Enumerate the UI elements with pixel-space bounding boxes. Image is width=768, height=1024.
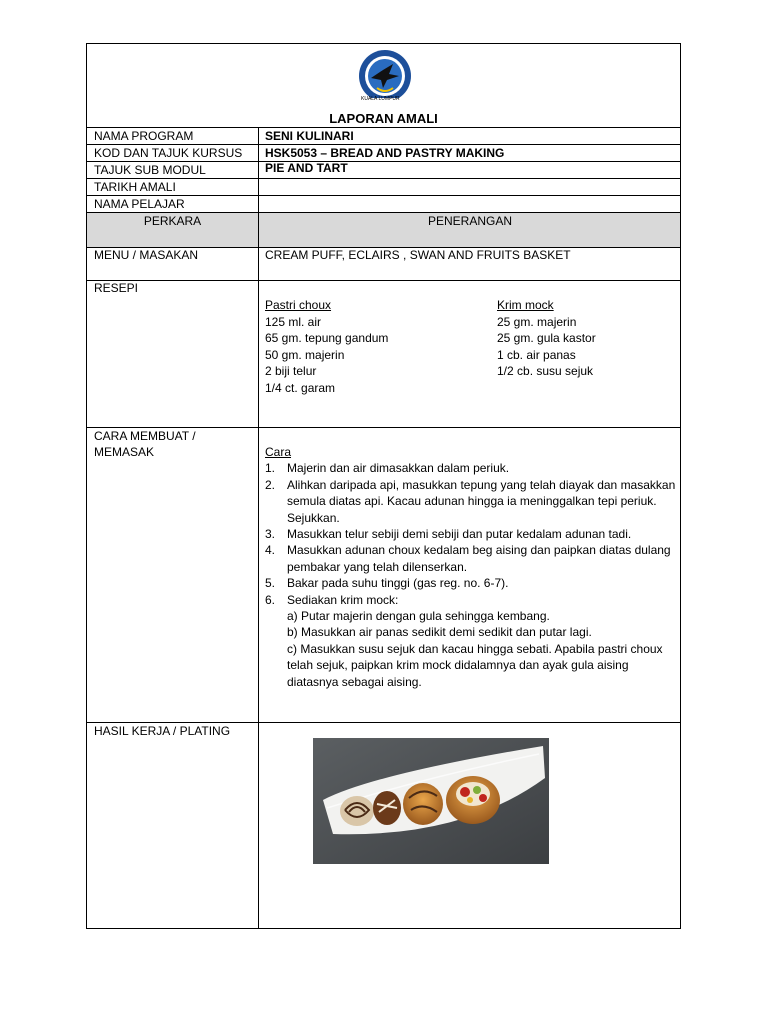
- method-step: [265, 592, 683, 608]
- report-title: LAPORAN AMALI: [329, 111, 438, 126]
- krim-item: 25 gm. majerin: [497, 314, 577, 329]
- step-number: 5.: [265, 576, 276, 591]
- label-tarikh-amali: TARIKH AMALI: [94, 180, 176, 194]
- value-menu: CREAM PUFF, ECLAIRS , SWAN AND FRUITS BASKET: [265, 248, 571, 262]
- header-perkara: PERKARA: [143, 214, 202, 228]
- method-substep: b) Masukkan air panas sedikit demi sedikit dan putar lagi.: [287, 625, 592, 640]
- report-sheet: [86, 43, 681, 929]
- step-number: 3.: [265, 527, 276, 542]
- method-step: [265, 460, 683, 476]
- value-tajuk-sub-modul: PIE AND TART: [265, 161, 348, 175]
- method-step: [265, 542, 683, 575]
- pastri-item: 50 gm. majerin: [265, 347, 345, 362]
- step-text: Bakar pada suhu tinggi (gas reg. no. 6-7).: [287, 576, 509, 591]
- pastri-item: 2 biji telur: [265, 364, 317, 378]
- step-text: Majerin dan air dimasakkan dalam periuk.: [287, 461, 510, 476]
- krim-item: 1 cb. air panas: [497, 347, 576, 362]
- step-text: Sediakan krim mock:: [287, 592, 399, 607]
- method-step: [265, 526, 683, 542]
- college-logo: [353, 48, 417, 112]
- label-kod-kursus: KOD DAN TAJUK KURSUS: [94, 146, 243, 160]
- step-text: Masukkan adunan choux kedalam beg aising dan paipkan diatas dulang pembakar yang telah dilenserkan.: [287, 543, 671, 574]
- method-heading: Cara: [265, 445, 292, 459]
- step-text: Alihkan daripada api, masukkan tepung yang telah diayak dan masakkan semula diatas api. Kacau adunan hingga ia meninggalkan tepi periuk. Sejukkan.: [287, 477, 676, 525]
- step-number: 2.: [265, 477, 276, 492]
- label-nama-program: NAMA PROGRAM: [94, 129, 194, 143]
- value-nama-program: SENI KULINARI: [265, 129, 354, 143]
- method-substep: a) Putar majerin dengan gula sehingga kembang.: [287, 609, 550, 624]
- step-number: 6.: [265, 592, 276, 607]
- method-step: [265, 477, 683, 526]
- krim-title: Krim mock: [497, 298, 554, 312]
- label-menu: MENU / MASAKAN: [94, 248, 199, 262]
- header-penerangan: PENERANGAN: [427, 214, 513, 228]
- label-nama-pelajar: NAMA PELAJAR: [94, 197, 185, 211]
- label-tajuk-sub-modul: TAJUK SUB MODUL: [94, 163, 206, 177]
- pastri-item: 1/4 ct. garam: [265, 380, 336, 395]
- logo-subtitle: KUALA LUMPUR: [361, 96, 400, 102]
- method-steps: [265, 444, 683, 690]
- krim-item: 25 gm. gula kastor: [497, 331, 596, 345]
- value-kod-kursus: HSK5053 – BREAD AND PASTRY MAKING: [265, 146, 505, 160]
- method-substep: c) Masukkan susu sejuk dan kacau hingga sebati. Apabila pastri choux telah sejuk, paipkan krim mock didalamnya dan ayak gula aising diatasnya sebagai aising.: [287, 641, 663, 689]
- label-resepi: RESEPI: [94, 281, 139, 295]
- plating-photo: [313, 738, 549, 864]
- method-step: [265, 575, 683, 591]
- step-number: 1.: [265, 461, 276, 476]
- pastri-title: Pastri choux: [265, 298, 332, 312]
- recipe-pastri-choux: [265, 297, 388, 396]
- pastri-item: 125 ml. air: [265, 314, 322, 329]
- label-hasil-kerja: HASIL KERJA / PLATING: [94, 724, 231, 738]
- recipe-krim-mock: [497, 297, 596, 380]
- label-cara-line2: MEMASAK: [94, 445, 155, 459]
- pastri-item: 65 gm. tepung gandum: [265, 331, 389, 345]
- krim-item: 1/2 cb. susu sejuk: [497, 364, 594, 378]
- step-number: 4.: [265, 543, 276, 558]
- step-text: Masukkan telur sebiji demi sebiji dan putar kedalam adunan tadi.: [287, 527, 632, 542]
- label-cara-line1: CARA MEMBUAT /: [94, 429, 196, 443]
